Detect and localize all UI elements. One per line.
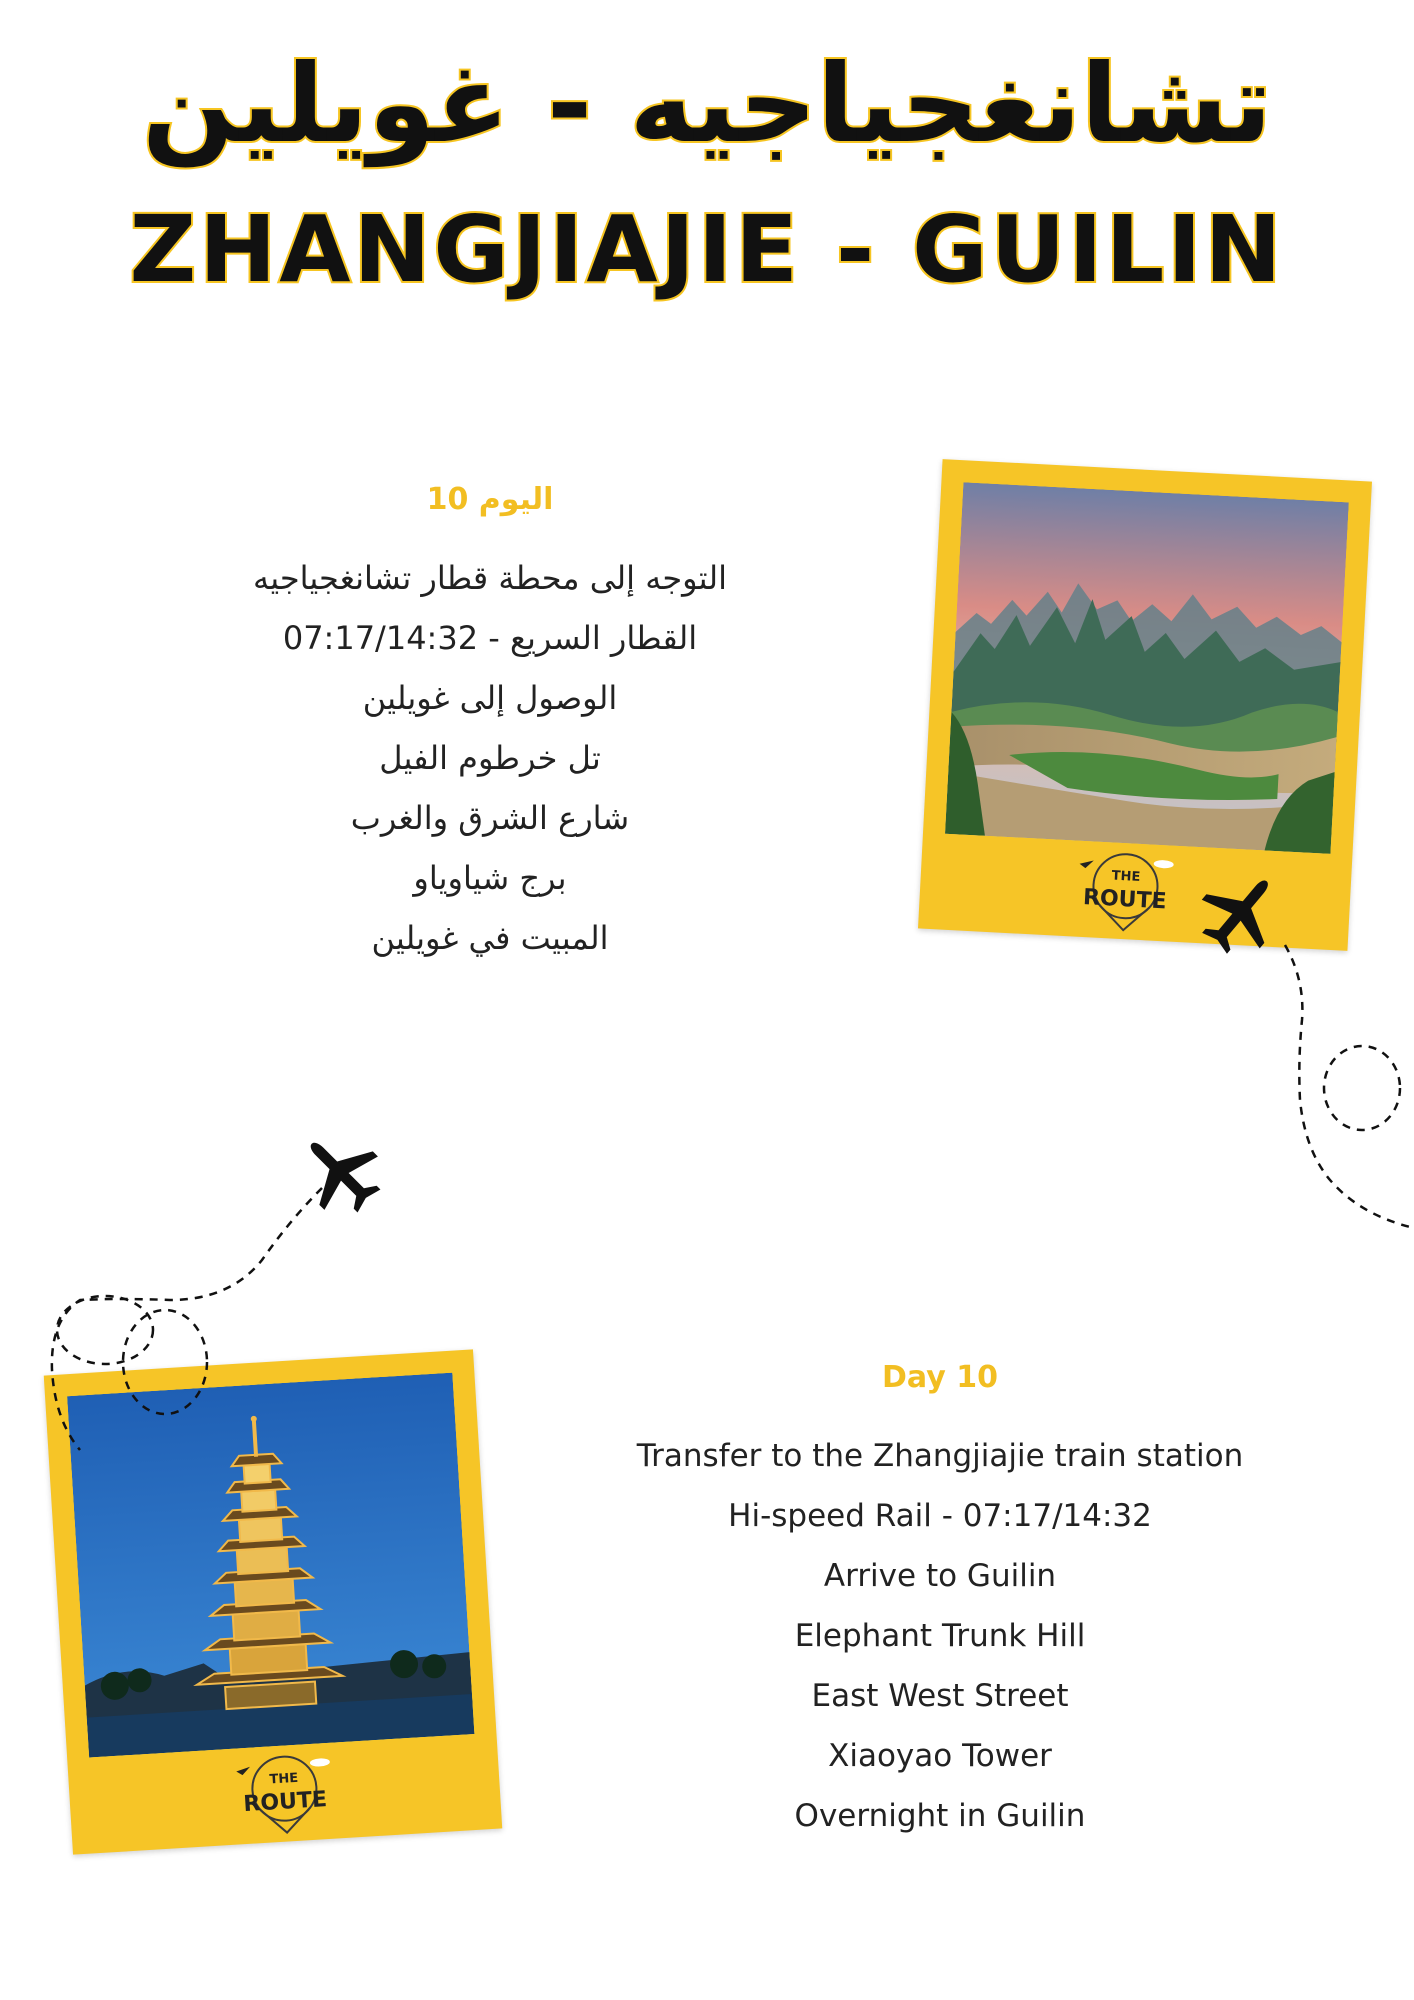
- page-title-arabic: تشانغجياجيه - غويلين: [142, 42, 1272, 167]
- pagoda-photo: [67, 1373, 474, 1758]
- itinerary-english: [620, 1358, 1260, 1846]
- itinerary-item: المبيت في غويلين: [371, 919, 609, 957]
- day-heading-english: Day 10: [882, 1360, 998, 1395]
- itinerary-item: Elephant Trunk Hill: [794, 1618, 1086, 1654]
- itinerary-item: التوجه إلى محطة قطار تشانغجياجيه: [253, 559, 727, 597]
- page-title-english: ZHANGJIAJIE - GUILIN: [129, 196, 1285, 303]
- itinerary-arabic: [180, 480, 800, 968]
- itinerary-item: تل خرطوم الفيل: [379, 739, 601, 777]
- photo-frame-pagoda: [44, 1349, 503, 1854]
- logo-text-top: THE: [1111, 868, 1141, 885]
- route-logo: [1068, 841, 1183, 937]
- photo-frame-landscape: [918, 459, 1372, 951]
- logo-text-bottom: ROUTE: [242, 1787, 328, 1818]
- day-heading-arabic: اليوم 10: [426, 482, 554, 517]
- itinerary-item: Hi-speed Rail - 07:17/14:32: [728, 1498, 1152, 1534]
- airplane-icon: [277, 1109, 404, 1236]
- karst-river-photo: [945, 482, 1349, 854]
- itinerary-item: Overnight in Guilin: [794, 1798, 1086, 1834]
- itinerary-item: Arrive to Guilin: [823, 1558, 1057, 1594]
- itinerary-item: شارع الشرق والغرب: [350, 799, 630, 837]
- itinerary-item: Xiaoyao Tower: [828, 1738, 1052, 1774]
- route-logo: [227, 1743, 342, 1840]
- logo-text-bottom: ROUTE: [1082, 885, 1168, 915]
- logo-text-top: THE: [269, 1770, 299, 1788]
- itinerary-item: الوصول إلى غويلين: [362, 679, 618, 717]
- itinerary-item: East West Street: [811, 1678, 1069, 1714]
- itinerary-item: القطار السريع - 07:17/14:32: [282, 619, 698, 657]
- itinerary-item: برج شياوياو: [413, 859, 567, 897]
- itinerary-item: Transfer to the Zhangjiajie train station: [636, 1438, 1244, 1474]
